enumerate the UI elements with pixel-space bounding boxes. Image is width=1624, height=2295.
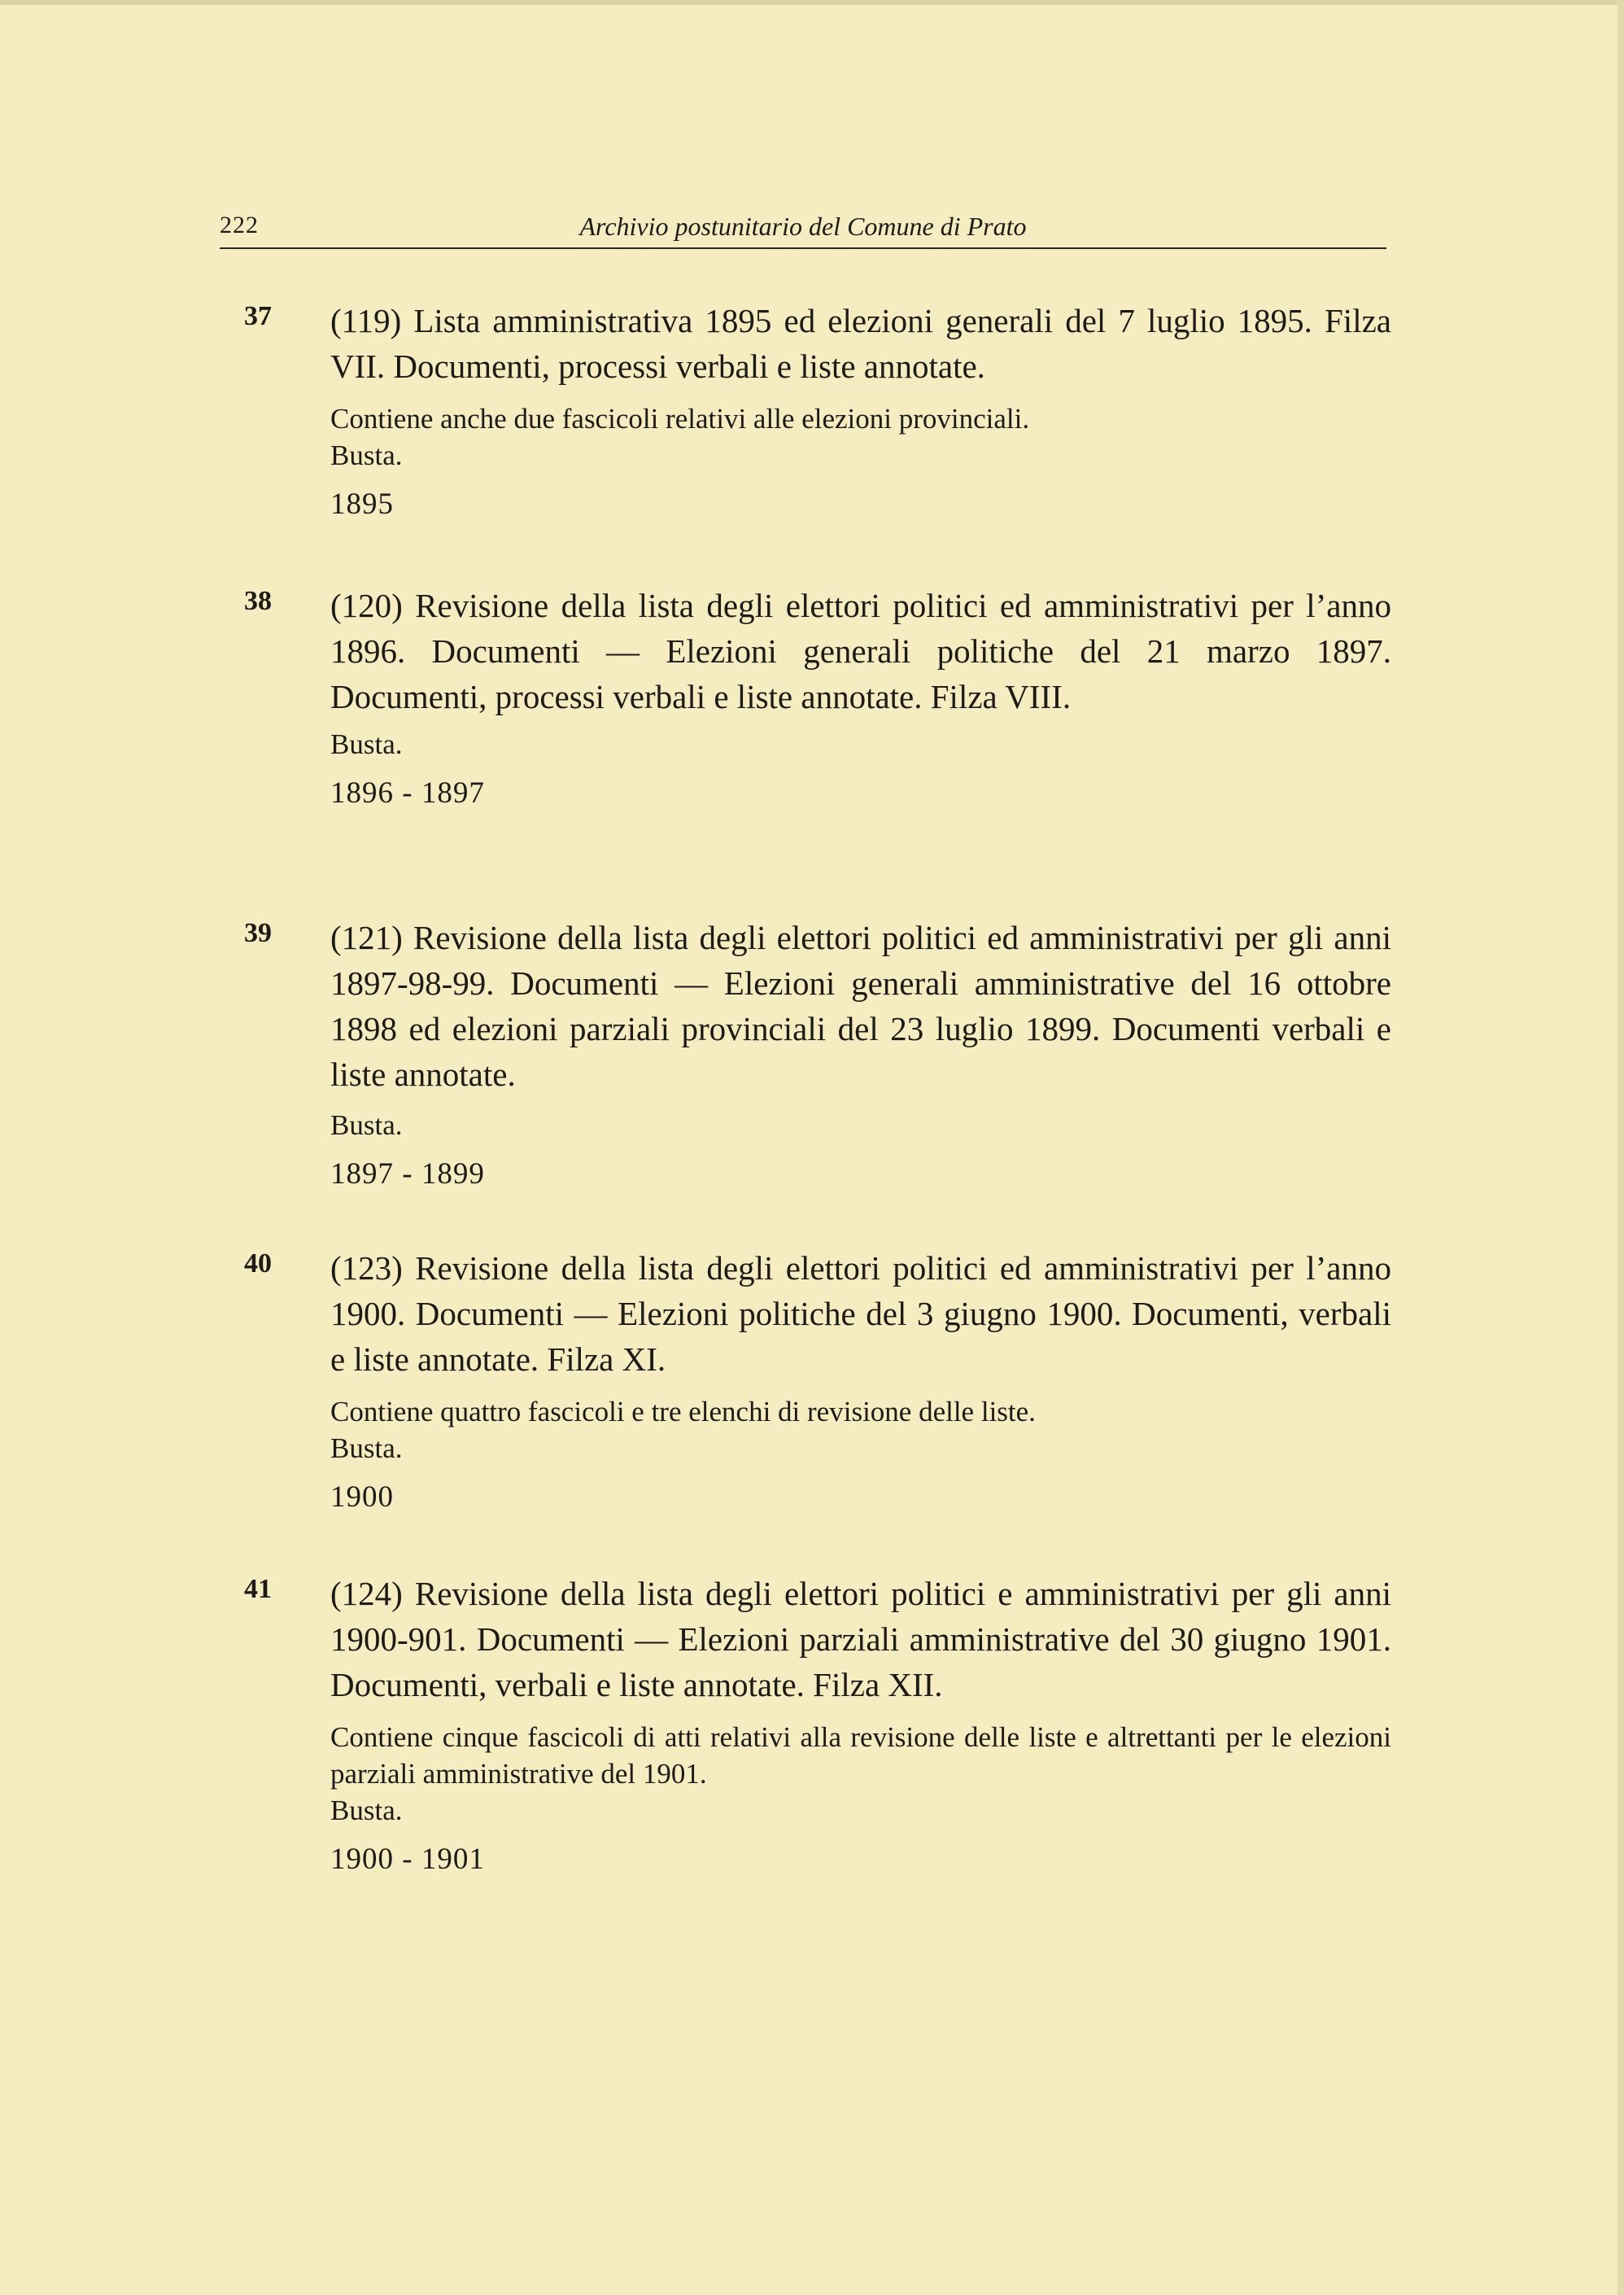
- entry-number: 40: [244, 1248, 272, 1279]
- page-number: 222: [220, 212, 259, 238]
- entry-number: 37: [244, 301, 272, 331]
- page-edge-top: [0, 0, 1624, 5]
- page-edge-right: [1617, 0, 1624, 2295]
- entry-number: 38: [244, 586, 272, 616]
- entry-container: Busta.: [330, 728, 403, 760]
- entry-container: Busta.: [330, 439, 403, 471]
- entry-title: (119) Lista amministrativa 1895 ed elezioni generali del 7 luglio 1895. Filza VII. Documenti, processi verbali e liste annotate.: [330, 302, 1391, 385]
- entry-note: Contiene anche due fascicoli relativi alle elezioni provinciali.: [330, 403, 1030, 435]
- entry-title: (123) Revisione della lista degli elettori politici ed amministrativi per l’anno 1900. Documenti — Elezioni politiche del 3 giugno 1900. Documenti, verbali e liste annotate. Filza XI.: [330, 1249, 1391, 1378]
- entry-number: 39: [244, 918, 272, 948]
- entry-number: 41: [244, 1574, 272, 1604]
- entry-title: (124) Revisione della lista degli elettori politici e amministrativi per gli anni 1900-901. Documenti — Elezioni parziali amministrative del 30 giugno 1901. Documenti, verbali e liste annotate. Filza XII.: [330, 1575, 1391, 1703]
- entry-title: (121) Revisione della lista degli elettori politici ed amministrativi per gli anni 1897-98-99. Documenti — Elezioni generali amministrative del 16 ottobre 1898 ed elezioni parziali provinciali del 23 luglio 1899. Documenti verbali e liste annotate.: [330, 919, 1391, 1093]
- entry-body: [330, 583, 1391, 812]
- entry-date: 1895: [330, 487, 394, 521]
- entry-container: Busta.: [330, 1432, 403, 1464]
- entry-body: [330, 915, 1391, 1193]
- header-rule: [220, 247, 1386, 249]
- entry-container: Busta.: [330, 1109, 403, 1141]
- entry-title: (120) Revisione della lista degli elettori politici ed amministrativi per l’anno 1896. Documenti — Elezioni generali politiche del 21 marzo 1897. Documenti, processi verbali e liste annotate. Filza VIII.: [330, 587, 1391, 715]
- entry-date: 1896 - 1897: [330, 776, 485, 810]
- entry-note: Contiene cinque fascicoli di atti relativi alla revisione delle liste e altrettanti per le elezioni parziali amministrative del 1901.: [330, 1721, 1391, 1790]
- entry-date: 1900: [330, 1480, 394, 1514]
- entry-body: [330, 298, 1391, 523]
- entry-body: [330, 1245, 1391, 1516]
- entry-date: 1900 - 1901: [330, 1843, 485, 1876]
- running-head: [220, 207, 1386, 246]
- running-title: Archivio postunitario del Comune di Prato: [579, 212, 1027, 241]
- entry-container: Busta.: [330, 1794, 403, 1826]
- entry-date: 1897 - 1899: [330, 1157, 485, 1191]
- entry-body: [330, 1571, 1391, 1878]
- entry-note: Contiene quattro fascicoli e tre elenchi di revisione delle liste.: [330, 1396, 1036, 1427]
